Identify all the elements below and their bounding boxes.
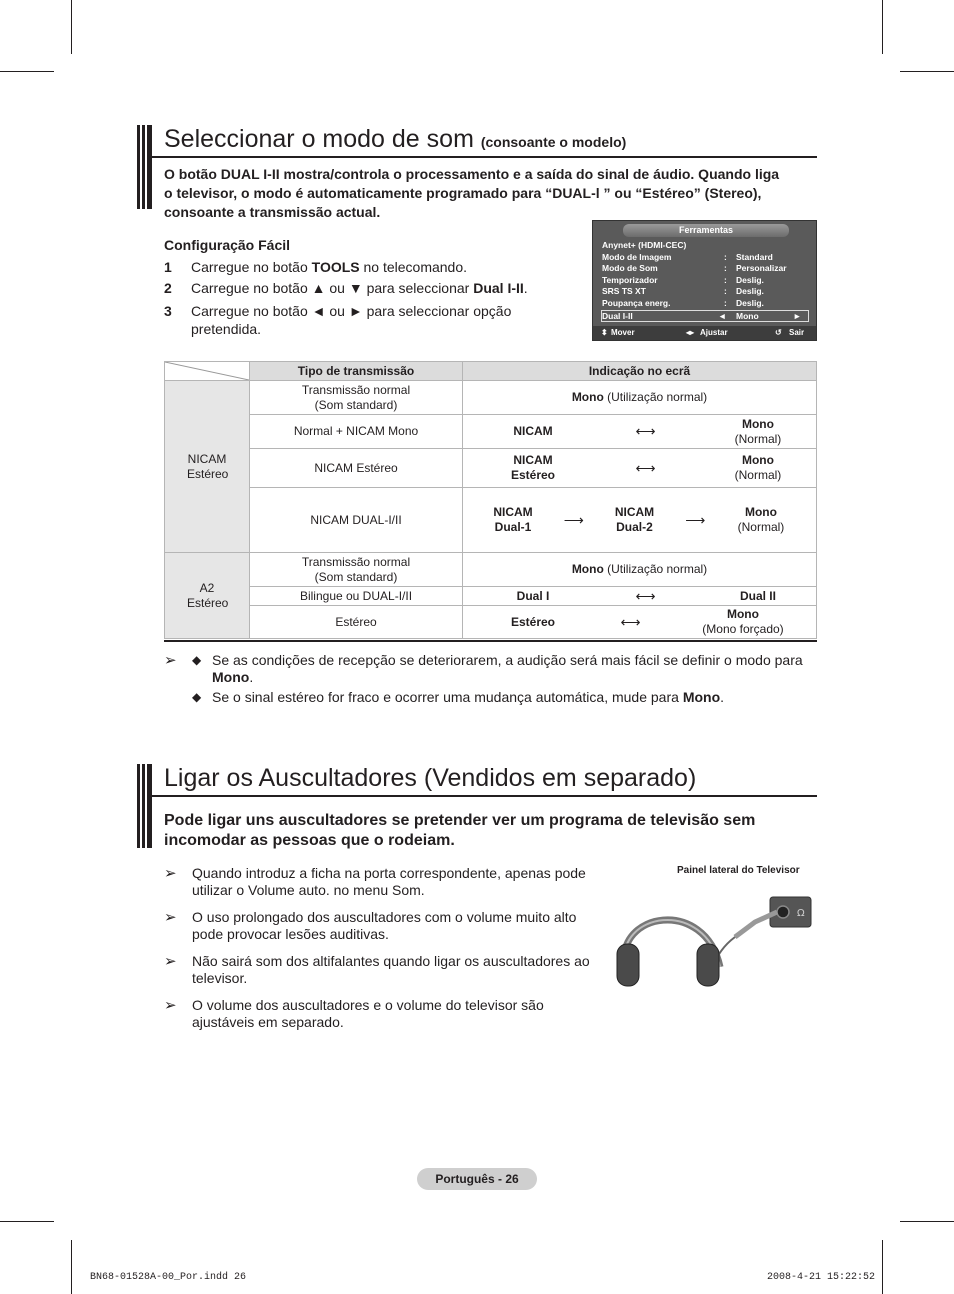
display-cell: Estéreo ⟷ Mono (Mono forçado) — [463, 606, 817, 639]
type-cell: Transmissão normal (Som standard) — [250, 381, 463, 415]
right-arrow-icon[interactable]: ► — [793, 310, 802, 321]
footer-adjust: Ajustar — [700, 328, 728, 337]
menu-item[interactable]: Anynet+ (HDMI-CEC) — [602, 240, 687, 250]
notes-list — [164, 865, 594, 1034]
type-cell: NICAM Estéreo — [250, 449, 463, 488]
section-intro: O botão DUAL I-II mostra/controla o processamento e a saída do sinal de áudio. Quando liga o televisor, o modo é automaticamente programado para “DUAL-l ” ou “Estéreo” (Stereo), consoante a transmissão actual. — [164, 166, 780, 220]
crop-mark — [900, 71, 954, 72]
step: 2 Carregue no botão ▲ ou ▼ para seleccionar Dual I-II. — [164, 280, 528, 296]
crop-mark — [71, 0, 72, 54]
headphones-icon — [605, 892, 815, 992]
leftright-icon: ◂▸ — [686, 328, 695, 337]
menu-item[interactable]: SRS TS XT : Deslig. — [602, 286, 764, 297]
type-cell: NICAM DUAL-I/II — [250, 488, 463, 553]
section-intro: Pode ligar uns auscultadores se pretender ver um programa de televisão sem incomodar as pessoas que o rodeiam. — [164, 812, 756, 849]
section-subtitle: (consoante o modelo) — [480, 134, 627, 150]
diamond-icon: ◆ — [192, 690, 202, 704]
menu-item[interactable]: Modo de Imagem : Standard — [602, 251, 773, 262]
step: 3 Carregue no botão ◄ ou ► para seleccionar opção pretendida. — [164, 303, 512, 337]
menu-title: Ferramentas — [623, 224, 789, 237]
panel-label: Painel lateral do Televisor — [677, 865, 800, 876]
pointer-arrow-icon: ➢ — [164, 997, 177, 1014]
section-marker — [137, 764, 152, 848]
display-cell: NICAM Estéreo ⟷ Mono (Normal) — [463, 449, 817, 488]
note: ➢ ◆ Se as condições de recepção se deteriorarem, a audição será mais fácil se definir o modo para Mono. — [164, 652, 803, 685]
header-type: Tipo de transmissão — [250, 362, 463, 381]
left-arrow-icon[interactable]: ◄ — [718, 310, 727, 321]
diamond-icon: ◆ — [192, 653, 202, 667]
display-cell: Dual I ⟷ Dual II — [463, 587, 817, 606]
display-cell: Mono (Utilização normal) — [463, 553, 817, 587]
type-cell: Bilingue ou DUAL-I/II — [250, 587, 463, 606]
corner-cell — [165, 362, 250, 381]
tools-menu — [592, 220, 817, 341]
file-slug: BN68-01528A-00_Por.indd 26 — [90, 1272, 247, 1283]
note: ➢ O uso prolongado dos auscultadores com o volume muito alto pode provocar lesões auditivas. — [164, 909, 577, 942]
crop-mark — [882, 0, 883, 54]
type-cell: Normal + NICAM Mono — [250, 415, 463, 449]
group-label: NICAM Estéreo — [165, 381, 250, 553]
transmission-table — [164, 361, 817, 639]
display-cell: Mono (Utilização normal) — [463, 381, 817, 415]
pointer-arrow-icon: ➢ — [164, 652, 177, 669]
title-rule — [152, 795, 817, 797]
crop-mark — [882, 1240, 883, 1294]
date-slug: 2008-4-21 15:22:52 — [767, 1272, 876, 1283]
title-rule — [152, 156, 817, 158]
note: ➢ Não sairá som dos altifalantes quando ligar os auscultadores ao televisor. — [164, 953, 590, 986]
steps-list — [164, 257, 564, 338]
footer-exit: Sair — [789, 328, 805, 337]
pointer-arrow-icon: ➢ — [164, 953, 177, 970]
display-cell: NICAM Dual-1 ⟶ NICAM Dual-2 ⟶ Mono (Normal) — [463, 488, 817, 553]
table-bottom-rule — [164, 640, 817, 642]
type-cell: Transmissão normal (Som standard) — [250, 553, 463, 587]
notes-list — [164, 652, 824, 709]
crop-mark — [900, 1221, 954, 1222]
crop-mark — [71, 1240, 72, 1294]
crop-mark — [0, 1221, 54, 1222]
display-cell: NICAM ⟷ Mono (Normal) — [463, 415, 817, 449]
section-title: Ligar os Auscultadores (Vendidos em separado) — [164, 764, 697, 792]
svg-text:Ω: Ω — [797, 908, 805, 919]
pointer-arrow-icon: ➢ — [164, 909, 177, 926]
crop-mark — [0, 71, 54, 72]
config-title: Configuração Fácil — [164, 237, 291, 253]
type-cell: Estéreo — [250, 606, 463, 639]
note: ◆ Se o sinal estéreo for fraco e ocorrer uma mudança automática, mude para Mono. — [192, 689, 725, 705]
menu-footer — [593, 326, 816, 340]
header-display: Indicação no ecrã — [463, 362, 817, 381]
menu-item[interactable]: Temporizador : Deslig. — [602, 274, 764, 285]
page-number: Português - 26 — [417, 1168, 537, 1190]
note: ➢ O volume dos auscultadores e o volume do televisor são ajustáveis em separado. — [164, 997, 544, 1030]
menu-item[interactable]: Poupança energ. : Deslig. — [602, 297, 764, 308]
footer-move: Mover — [611, 328, 635, 337]
note: ➢ Quando introduz a ficha na porta correspondente, apenas pode utilizar o Volume auto. no menu Som. — [164, 865, 586, 898]
section-marker — [137, 125, 152, 209]
diagonal-line — [165, 362, 249, 380]
group-label: A2 Estéreo — [165, 553, 250, 639]
updown-icon: ⬍ — [601, 328, 608, 337]
return-icon: ↺ — [775, 328, 782, 337]
step: 1 Carregue no botão TOOLS no telecomando. — [164, 259, 468, 275]
section-title: Seleccionar o modo de som (consoante o modelo) — [164, 125, 627, 153]
pointer-arrow-icon: ➢ — [164, 865, 177, 882]
menu-item-selected[interactable]: Dual I-II ◄ Mono ► — [601, 310, 809, 322]
menu-item[interactable]: Modo de Som : Personalizar — [602, 263, 787, 274]
